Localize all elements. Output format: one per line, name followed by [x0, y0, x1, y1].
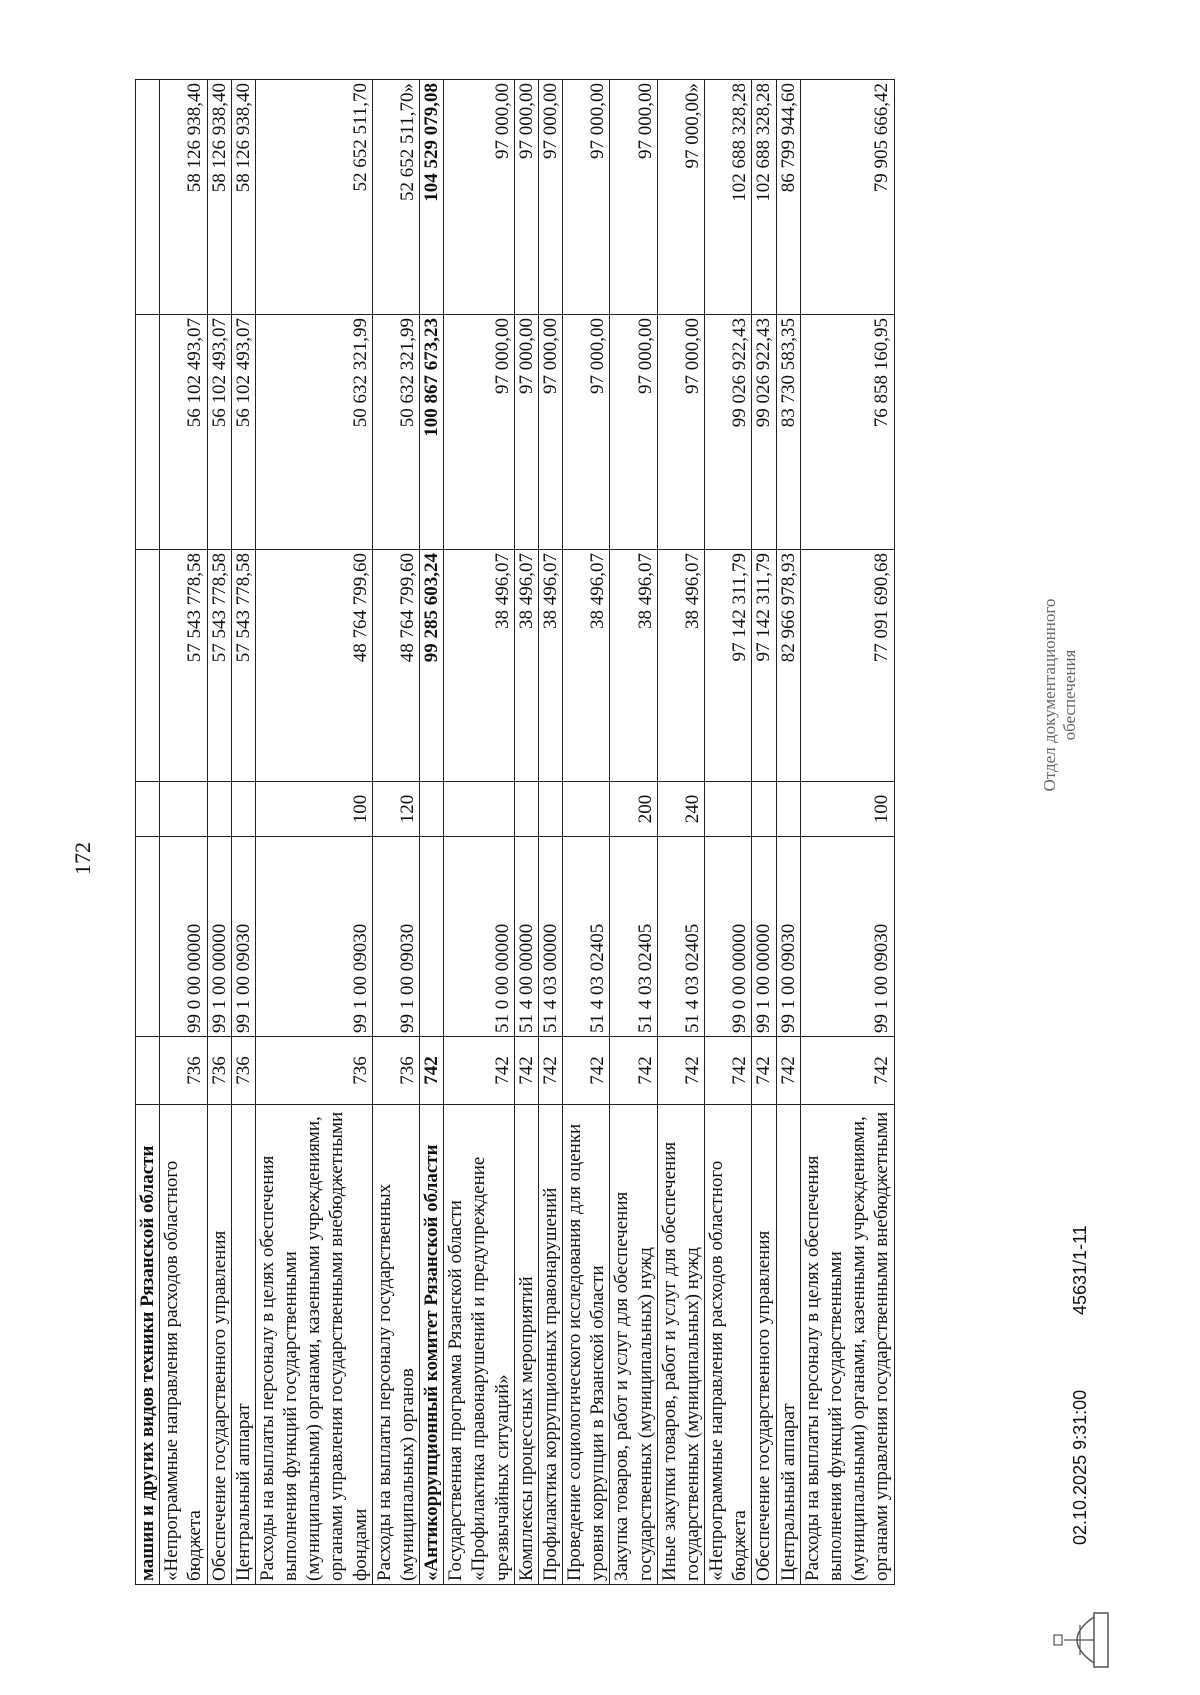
row-amount-year-1: 38 496,07 [514, 550, 538, 782]
row-name: Центральный аппарат [776, 1105, 800, 1585]
row-amount-year-2: 97 000,00 [657, 315, 704, 550]
row-expense-type [160, 782, 207, 837]
row-ministry-code: 736 [207, 1037, 231, 1105]
row-amount-year-3: 58 126 938,40 [207, 80, 231, 315]
row-expense-type [752, 782, 776, 837]
row-name: Проведение социологического исследования для оценки уровня коррупции в Рязанской области [563, 1105, 610, 1585]
row-amount-year-2 [136, 315, 160, 550]
table-row [610, 80, 657, 1585]
table-row [538, 80, 562, 1585]
row-article-code [420, 837, 444, 1037]
row-name: Обеспечение государственного управления [207, 1105, 231, 1585]
row-ministry-code: 736 [255, 1037, 372, 1105]
table-row [255, 80, 372, 1585]
row-article-code [136, 837, 160, 1037]
row-ministry-code: 742 [610, 1037, 657, 1105]
row-amount-year-3: 104 529 079,08 [420, 80, 444, 315]
row-amount-year-1: 57 543 778,58 [207, 550, 231, 782]
row-expense-type [444, 782, 515, 837]
row-amount-year-1: 48 764 799,60 [372, 550, 419, 782]
row-expense-type [538, 782, 562, 837]
row-expense-type [705, 782, 752, 837]
row-amount-year-2: 76 858 160,95 [800, 315, 894, 550]
row-article-code: 99 1 00 00000 [207, 837, 231, 1037]
row-amount-year-3 [136, 80, 160, 315]
row-article-code: 51 4 03 02405 [563, 837, 610, 1037]
row-article-code: 99 1 00 09030 [255, 837, 372, 1037]
table-row [705, 80, 752, 1585]
row-name: Иные закупки товаров, работ и услуг для обеспечения государственных (муниципальных) нужд [657, 1105, 704, 1585]
row-ministry-code: 742 [776, 1037, 800, 1105]
row-article-code: 51 4 00 00000 [514, 837, 538, 1037]
row-expense-type: 120 [372, 782, 419, 837]
table-row [372, 80, 419, 1585]
row-expense-type [776, 782, 800, 837]
row-amount-year-1: 82 966 978,93 [776, 550, 800, 782]
row-amount-year-1: 38 496,07 [657, 550, 704, 782]
table-row [160, 80, 207, 1585]
row-amount-year-1: 97 142 311,79 [705, 550, 752, 782]
row-amount-year-3: 97 000,00» [657, 80, 704, 315]
row-amount-year-2: 97 000,00 [538, 315, 562, 550]
row-ministry-code [136, 1037, 160, 1105]
row-amount-year-1: 38 496,07 [563, 550, 610, 782]
logo-icon [1050, 1605, 1120, 1675]
row-name: Закупка товаров, работ и услуг для обеспечения государственных (муниципальных) нужд [610, 1105, 657, 1585]
row-amount-year-3: 79 905 666,42 [800, 80, 894, 315]
row-ministry-code: 736 [231, 1037, 255, 1105]
row-amount-year-2: 56 102 493,07 [207, 315, 231, 550]
row-expense-type [207, 782, 231, 837]
row-ministry-code: 742 [420, 1037, 444, 1105]
row-expense-type [231, 782, 255, 837]
row-name: Государственная программа Рязанской области «Профилактика правонарушений и предупреждение чрезвычайных ситуаций» [444, 1105, 515, 1585]
row-amount-year-1: 99 285 603,24 [420, 550, 444, 782]
row-amount-year-3: 102 688 328,28 [752, 80, 776, 315]
row-amount-year-2: 97 000,00 [610, 315, 657, 550]
row-name: Расходы на выплаты персоналу в целях обеспечения выполнения функций государственными (муниципальными) органами, казенными учреждениями, органами управления государственными внебюджетными [800, 1105, 894, 1585]
row-name: Расходы на выплаты персоналу государственных (муниципальных) органов [372, 1105, 419, 1585]
stamp-line-1: Отдел документационного [1040, 598, 1059, 792]
row-amount-year-1 [136, 550, 160, 782]
row-name: «Антикоррупционный комитет Рязанской области [420, 1105, 444, 1585]
row-expense-type [514, 782, 538, 837]
row-amount-year-3: 97 000,00 [514, 80, 538, 315]
row-amount-year-3: 58 126 938,40 [160, 80, 207, 315]
row-ministry-code: 736 [372, 1037, 419, 1105]
row-article-code: 51 4 03 00000 [538, 837, 562, 1037]
row-article-code: 99 1 00 09030 [231, 837, 255, 1037]
row-amount-year-3: 52 652 511,70» [372, 80, 419, 315]
table-row [514, 80, 538, 1585]
page-number: 172 [70, 842, 95, 875]
footer-date: 02.10.2025 9:31:00 [1070, 1389, 1090, 1545]
table-row [136, 80, 160, 1585]
row-ministry-code: 742 [563, 1037, 610, 1105]
row-name: Профилактика коррупционных правонарушений [538, 1105, 562, 1585]
stamp-line-2: обеспечения [1059, 649, 1079, 741]
row-ministry-code: 742 [444, 1037, 515, 1105]
row-amount-year-2: 99 026 922,43 [705, 315, 752, 550]
row-ministry-code: 742 [800, 1037, 894, 1105]
row-amount-year-1: 48 764 799,60 [255, 550, 372, 782]
budget-table [135, 79, 895, 1585]
row-ministry-code: 742 [514, 1037, 538, 1105]
row-name: Обеспечение государственного управления [752, 1105, 776, 1585]
row-name: «Непрограммные направления расходов областного бюджета [160, 1105, 207, 1585]
row-name: Центральный аппарат [231, 1105, 255, 1585]
row-amount-year-3: 58 126 938,40 [231, 80, 255, 315]
row-amount-year-1: 97 142 311,79 [752, 550, 776, 782]
row-amount-year-3: 97 000,00 [563, 80, 610, 315]
department-stamp [1040, 555, 1079, 835]
row-amount-year-2: 83 730 583,35 [776, 315, 800, 550]
footer-doc-number: 45631/1-11 [1070, 1225, 1090, 1315]
table-row [800, 80, 894, 1585]
row-expense-type [136, 782, 160, 837]
row-article-code: 51 0 00 00000 [444, 837, 515, 1037]
table-row [563, 80, 610, 1585]
row-amount-year-2: 97 000,00 [563, 315, 610, 550]
row-amount-year-3: 97 000,00 [444, 80, 515, 315]
table-row [420, 80, 444, 1585]
row-amount-year-3: 97 000,00 [610, 80, 657, 315]
row-expense-type [420, 782, 444, 837]
row-ministry-code: 742 [705, 1037, 752, 1105]
table-row [657, 80, 704, 1585]
row-article-code: 99 1 00 00000 [752, 837, 776, 1037]
row-expense-type: 240 [657, 782, 704, 837]
row-expense-type [563, 782, 610, 837]
table-row [752, 80, 776, 1585]
row-amount-year-2: 99 026 922,43 [752, 315, 776, 550]
row-name: «Непрограммные направления расходов областного бюджета [705, 1105, 752, 1585]
row-ministry-code: 736 [160, 1037, 207, 1105]
row-amount-year-2: 100 867 673,23 [420, 315, 444, 550]
row-amount-year-1: 57 543 778,58 [160, 550, 207, 782]
budget-table-body [136, 80, 895, 1585]
row-amount-year-2: 50 632 321,99 [255, 315, 372, 550]
row-amount-year-1: 57 543 778,58 [231, 550, 255, 782]
row-expense-type: 100 [800, 782, 894, 837]
row-article-code: 99 0 00 00000 [160, 837, 207, 1037]
row-amount-year-3: 97 000,00 [538, 80, 562, 315]
row-expense-type: 200 [610, 782, 657, 837]
row-amount-year-3: 52 652 511,70 [255, 80, 372, 315]
row-amount-year-2: 56 102 493,07 [160, 315, 207, 550]
table-row [207, 80, 231, 1585]
row-article-code: 99 0 00 00000 [705, 837, 752, 1037]
row-name: Расходы на выплаты персоналу в целях обеспечения выполнения функций государственными (муниципальными) органами, казенными учреждениями, органами управления государственными внебюджетными фондами [255, 1105, 372, 1585]
table-row [776, 80, 800, 1585]
row-article-code: 51 4 03 02405 [610, 837, 657, 1037]
row-article-code: 99 1 00 09030 [372, 837, 419, 1037]
row-amount-year-1: 38 496,07 [538, 550, 562, 782]
row-article-code: 51 4 03 02405 [657, 837, 704, 1037]
row-amount-year-3: 86 799 944,60 [776, 80, 800, 315]
row-amount-year-3: 102 688 328,28 [705, 80, 752, 315]
row-amount-year-1: 38 496,07 [610, 550, 657, 782]
row-amount-year-2: 50 632 321,99 [372, 315, 419, 550]
row-name: Комплексы процессных мероприятий [514, 1105, 538, 1585]
table-row [444, 80, 515, 1585]
row-ministry-code: 742 [657, 1037, 704, 1105]
table-row [231, 80, 255, 1585]
row-amount-year-2: 97 000,00 [444, 315, 515, 550]
row-article-code: 99 1 00 09030 [776, 837, 800, 1037]
row-ministry-code: 742 [752, 1037, 776, 1105]
row-expense-type: 100 [255, 782, 372, 837]
row-ministry-code: 742 [538, 1037, 562, 1105]
row-amount-year-1: 38 496,07 [444, 550, 515, 782]
row-name: машин и других видов техники Рязанской области [136, 1105, 160, 1585]
row-amount-year-1: 77 091 690,68 [800, 550, 894, 782]
row-amount-year-2: 56 102 493,07 [231, 315, 255, 550]
row-article-code: 99 1 00 09030 [800, 837, 894, 1037]
row-amount-year-2: 97 000,00 [514, 315, 538, 550]
